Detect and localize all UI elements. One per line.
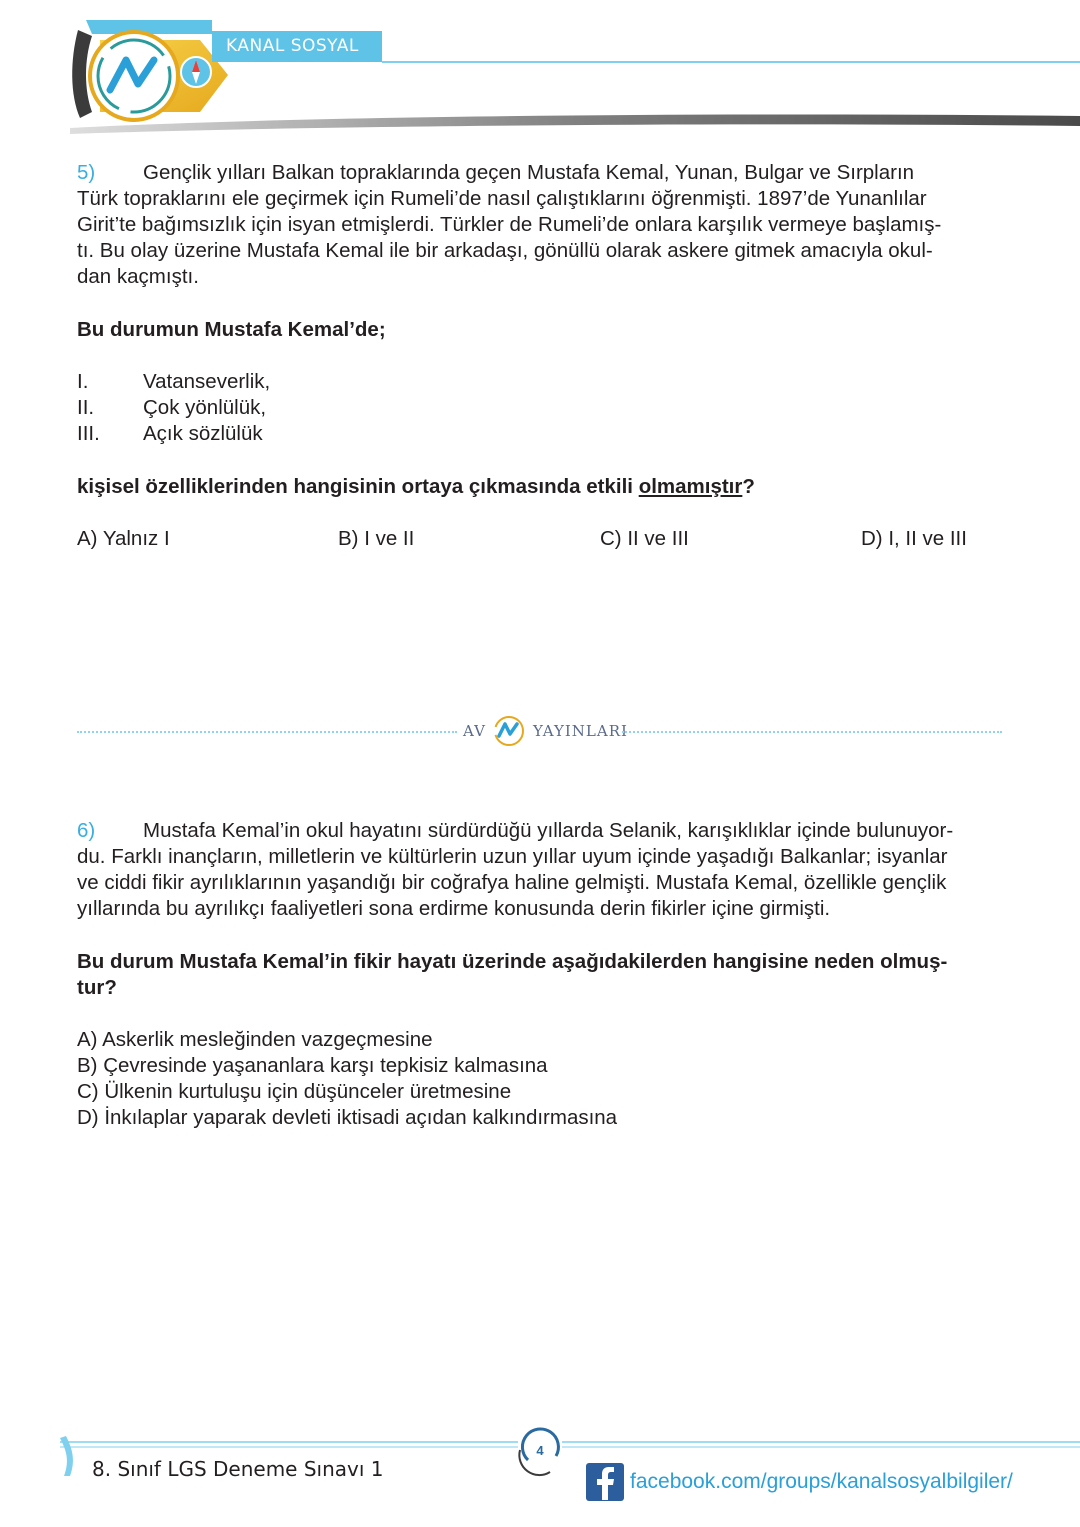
separator-yayinlari: YAYINLARI	[533, 722, 628, 740]
paragraph-line: ve ciddi fikir ayrılıklarının yaşandığı bir coğrafya haline gelmişti. Mustafa Kemal, özellikle gençlik	[77, 871, 947, 894]
option-a[interactable]: A) Askerlik mesleğinden vazgeçmesine	[77, 1028, 433, 1051]
question-number: 6)	[77, 819, 96, 842]
paragraph-line: du. Farklı inançların, milletlerin ve kültürlerin uzun yıllar uyum içinde yaşadığı Balkanlar; isyanlar	[77, 845, 948, 868]
question-5-stem: kişisel özelliklerinden hangisinin ortaya çıkmasında etkili olmamıştır?	[77, 475, 755, 498]
question-6-paragraph	[77, 818, 1017, 922]
paragraph-line: Girit’te bağımsızlık için isyan etmişlerdi. Türkler de Rumeli’de onlara karşılık vermeye başlamış-	[77, 213, 942, 236]
option-b[interactable]: B) I ve II	[338, 527, 415, 550]
roman-item: I. Vatanseverlik,	[77, 370, 271, 393]
paragraph-line: 6) Mustafa Kemal’in okul hayatını sürdürdüğü yıllarda Selanik, karışıklıklar içinde bulunuyor-	[77, 819, 954, 842]
paragraph-line: Türk topraklarını ele geçirmek için Rumeli’de nasıl çalıştıklarını öğrenmişti. 1897’de Yunanlılar	[77, 187, 927, 210]
question-5-paragraph	[77, 160, 1017, 290]
stem-line: Bu durum Mustafa Kemal’in fikir hayatı üzerinde aşağıdakilerden hangisine neden olmuş-	[77, 950, 948, 973]
option-b[interactable]: B) Çevresinde yaşananlara karşı tepkisiz kalmasına	[77, 1054, 548, 1077]
option-a[interactable]: A) Yalnız I	[77, 527, 170, 550]
question-5-items	[77, 369, 270, 447]
question-5-lead: Bu durumun Mustafa Kemal’de;	[77, 318, 386, 341]
question-6-stem	[77, 949, 1017, 1001]
roman-item: III. Açık sözlülük	[77, 422, 263, 445]
facebook-icon[interactable]	[586, 1463, 624, 1501]
option-c[interactable]: C) II ve III	[600, 527, 689, 550]
page-header	[0, 0, 1080, 150]
separator-av: AV	[463, 722, 486, 740]
option-d[interactable]: D) İnkılaplar yaparak devleti iktisadi açıdan kalkındırmasına	[77, 1106, 618, 1129]
av-small-logo-icon	[492, 714, 526, 748]
separator-line-left	[77, 731, 457, 733]
facebook-link[interactable]: facebook.com/groups/kanalsosyalbilgiler/	[630, 1470, 1013, 1493]
paragraph-line: tı. Bu olay üzerine Mustafa Kemal ile bir arkadaşı, gönüllü olarak askere gitmek amacıyla okul-	[77, 239, 933, 262]
paragraph-line: dan kaçmıştı.	[77, 265, 199, 288]
question-6-options	[77, 1027, 617, 1131]
paragraph-line: 5) Gençlik yılları Balkan topraklarında geçen Mustafa Kemal, Yunan, Bulgar ve Sırpların	[77, 161, 915, 184]
paragraph-line: yıllarında bu ayrılıkçı faaliyetleri sona erdirme konusunda derin fikirler içine girmişti.	[77, 897, 831, 920]
av-logo-icon	[84, 26, 184, 126]
roman-item: II. Çok yönlülük,	[77, 396, 267, 419]
option-d[interactable]: D) I, II ve III	[861, 527, 967, 550]
stem-line: tur?	[77, 976, 117, 999]
question-number: 5)	[77, 161, 96, 184]
page-number: 4	[536, 1443, 544, 1458]
option-c[interactable]: C) Ülkenin kurtuluşu için düşünceler üretmesine	[77, 1080, 512, 1103]
compass-icon	[178, 54, 214, 90]
footer-title: 8. Sınıf LGS Deneme Sınavı 1	[92, 1457, 384, 1481]
brand-label: KANAL SOSYAL	[212, 31, 382, 62]
question-5	[77, 160, 1017, 290]
separator-line-right	[622, 731, 1002, 733]
